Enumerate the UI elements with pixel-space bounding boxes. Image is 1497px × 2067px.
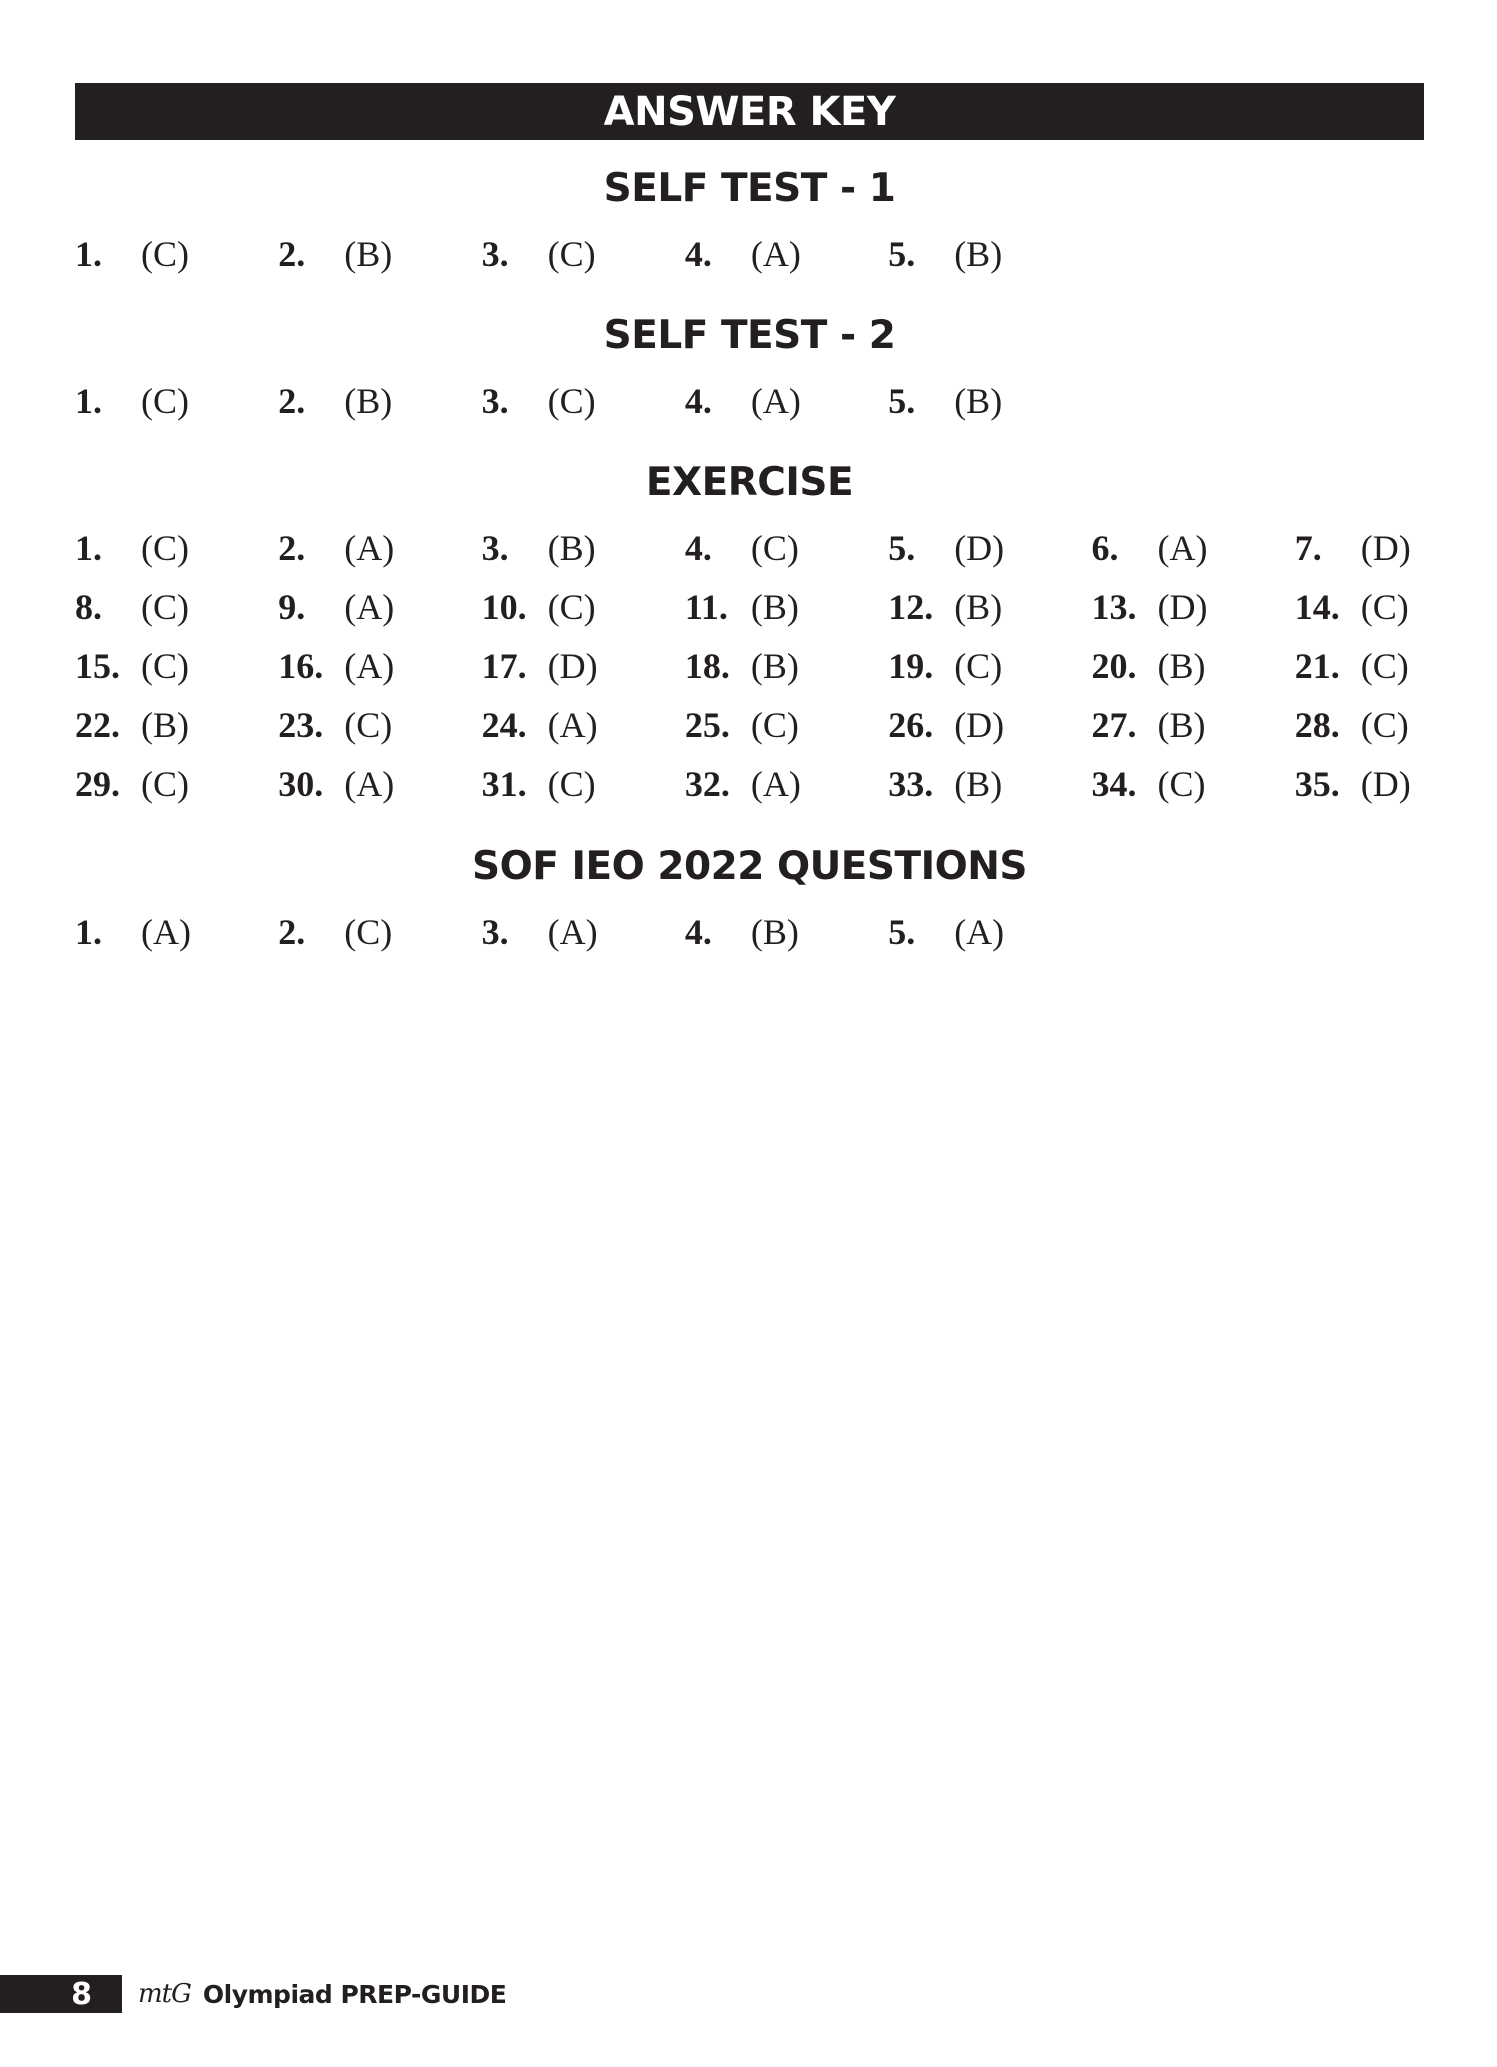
answer-option: (B) [750, 586, 799, 627]
answer-option: (C) [750, 704, 799, 745]
section-title-exercise: EXERCISE [645, 460, 854, 505]
answer-option: (A) [1157, 527, 1208, 568]
section-title-sof-ieo-2022: SOF IEO 2022 QUESTIONS [471, 844, 1027, 889]
answer-option: (C) [954, 645, 1003, 686]
answer-option: (B) [954, 586, 1003, 627]
answer-item [278, 754, 481, 813]
answer-item [685, 636, 888, 695]
answer-option: (C) [547, 586, 596, 627]
page-title: ANSWER KEY [603, 88, 896, 135]
answer-option: (B) [1157, 645, 1206, 686]
answer-option: (A) [750, 380, 801, 421]
answer-option: (A) [547, 704, 598, 745]
question-number: 15. [75, 645, 120, 686]
book-title: Olympiad PREP-GUIDE [202, 1979, 507, 2009]
answer-option: (C) [141, 763, 189, 804]
answer-option: (C) [1360, 704, 1409, 745]
answer-item [482, 636, 685, 695]
page-number: 8 [0, 1975, 122, 2013]
question-number: 33. [888, 763, 934, 804]
question-number: 11. [684, 586, 728, 627]
answer-item [75, 224, 278, 283]
question-number: 3. [481, 527, 509, 568]
answer-option: (A) [344, 645, 395, 686]
question-number: 9. [278, 586, 306, 627]
question-number: 4. [684, 380, 712, 421]
answer-item [685, 902, 888, 961]
answer-item [1091, 754, 1294, 813]
answer-item [75, 902, 278, 961]
question-number: 34. [1091, 763, 1137, 804]
answer-item [888, 695, 1091, 754]
answer-item [1295, 577, 1497, 636]
answer-option: (B) [954, 380, 1003, 421]
question-number: 2. [278, 233, 306, 274]
question-number: 20. [1091, 645, 1137, 686]
question-number: 4. [684, 527, 712, 568]
answer-option: (C) [141, 233, 189, 274]
answer-item [482, 518, 685, 577]
answer-item [482, 224, 685, 283]
answers-self-test-1 [75, 224, 1435, 283]
answer-option: (B) [750, 645, 799, 686]
question-number: 3. [481, 380, 509, 421]
answer-item [685, 754, 888, 813]
answer-option: (B) [1157, 704, 1206, 745]
question-number: 6. [1091, 527, 1119, 568]
question-number: 25. [684, 704, 730, 745]
answer-item [482, 371, 685, 430]
answer-option: (D) [1360, 763, 1411, 804]
question-number: 19. [888, 645, 934, 686]
answer-option: (C) [1360, 586, 1409, 627]
answers-self-test-2 [75, 371, 1435, 430]
answer-item [75, 371, 278, 430]
page-footer [0, 1973, 506, 2015]
answer-option: (C) [344, 911, 393, 952]
answer-item [685, 224, 888, 283]
answer-item [1295, 518, 1497, 577]
answer-item [278, 636, 481, 695]
question-number: 8. [75, 586, 102, 627]
answer-item [685, 695, 888, 754]
answer-option: (C) [547, 763, 596, 804]
answer-item [75, 518, 278, 577]
question-number: 1. [75, 380, 102, 421]
answer-item [888, 902, 1091, 961]
question-number: 23. [278, 704, 324, 745]
answer-item [482, 902, 685, 961]
answers-exercise [75, 518, 1435, 813]
answer-item [482, 754, 685, 813]
answer-item [75, 577, 278, 636]
question-number: 31. [481, 763, 527, 804]
answer-option: (A) [954, 911, 1005, 952]
answer-item [482, 695, 685, 754]
answer-item [278, 224, 481, 283]
question-number: 17. [481, 645, 527, 686]
answer-item [278, 371, 481, 430]
question-number: 5. [888, 233, 916, 274]
answer-option: (C) [1157, 763, 1206, 804]
answers-sof-ieo-2022 [75, 902, 1435, 961]
answer-option: (D) [1157, 586, 1208, 627]
question-number: 5. [888, 911, 916, 952]
question-number: 2. [278, 527, 306, 568]
question-number: 21. [1294, 645, 1340, 686]
question-number: 14. [1294, 586, 1340, 627]
question-number: 2. [278, 380, 306, 421]
answer-option: (C) [141, 527, 189, 568]
question-number: 13. [1091, 586, 1137, 627]
question-number: 4. [684, 233, 712, 274]
question-number: 1. [75, 911, 102, 952]
answer-option: (C) [750, 527, 799, 568]
answer-option: (B) [750, 911, 799, 952]
answer-option: (C) [547, 233, 596, 274]
question-number: 1. [75, 527, 102, 568]
answer-option: (A) [750, 233, 801, 274]
answer-option: (C) [344, 704, 393, 745]
answer-option: (A) [547, 911, 598, 952]
question-number: 32. [684, 763, 730, 804]
answer-item [685, 371, 888, 430]
answer-item [685, 577, 888, 636]
answer-option: (C) [547, 380, 596, 421]
answer-option: (C) [141, 645, 189, 686]
question-number: 26. [888, 704, 934, 745]
answer-item [278, 695, 481, 754]
answer-option: (D) [954, 527, 1005, 568]
answer-option: (D) [954, 704, 1005, 745]
answer-option: (C) [141, 586, 189, 627]
answer-item [1091, 518, 1294, 577]
question-number: 12. [888, 586, 934, 627]
answer-item [278, 902, 481, 961]
answer-item [888, 636, 1091, 695]
answer-item [888, 224, 1091, 283]
question-number: 3. [481, 911, 509, 952]
question-number: 3. [481, 233, 509, 274]
question-number: 35. [1294, 763, 1340, 804]
section-title-self-test-1: SELF TEST - 1 [603, 166, 896, 211]
answer-item [75, 754, 278, 813]
answer-key-banner [75, 83, 1424, 140]
question-number: 10. [481, 586, 527, 627]
answer-item [1091, 636, 1294, 695]
question-number: 29. [75, 763, 120, 804]
answer-item [278, 577, 481, 636]
answer-option: (A) [750, 763, 801, 804]
answer-option: (B) [141, 704, 189, 745]
answer-item [888, 754, 1091, 813]
question-number: 18. [684, 645, 730, 686]
answer-item [75, 695, 278, 754]
answer-item [888, 577, 1091, 636]
answer-option: (C) [141, 380, 189, 421]
mtg-logo: mtG [138, 1979, 191, 2009]
question-number: 7. [1294, 527, 1322, 568]
question-number: 5. [888, 527, 916, 568]
answer-item [1295, 695, 1497, 754]
answer-option: (A) [344, 586, 395, 627]
answer-option: (D) [1360, 527, 1411, 568]
answer-option: (B) [344, 233, 393, 274]
answer-item [75, 636, 278, 695]
question-number: 22. [75, 704, 120, 745]
answer-item [685, 518, 888, 577]
answer-option: (B) [344, 380, 393, 421]
answer-option: (B) [954, 763, 1003, 804]
question-number: 16. [278, 645, 324, 686]
answer-item [888, 371, 1091, 430]
question-number: 24. [481, 704, 527, 745]
answer-option: (D) [547, 645, 598, 686]
question-number: 27. [1091, 704, 1137, 745]
question-number: 4. [684, 911, 712, 952]
answer-option: (A) [141, 911, 191, 952]
answer-item [1295, 636, 1497, 695]
answer-option: (A) [344, 527, 395, 568]
answer-item [1091, 695, 1294, 754]
answer-item [278, 518, 481, 577]
answer-option: (B) [547, 527, 596, 568]
answer-item [1295, 754, 1497, 813]
answer-item [482, 577, 685, 636]
question-number: 2. [278, 911, 306, 952]
question-number: 30. [278, 763, 324, 804]
answer-option: (B) [954, 233, 1003, 274]
section-title-self-test-2: SELF TEST - 2 [603, 313, 896, 358]
question-number: 5. [888, 380, 916, 421]
answer-option: (C) [1360, 645, 1409, 686]
question-number: 1. [75, 233, 102, 274]
answer-item [1091, 577, 1294, 636]
answer-option: (A) [344, 763, 395, 804]
answer-item [888, 518, 1091, 577]
question-number: 28. [1294, 704, 1340, 745]
